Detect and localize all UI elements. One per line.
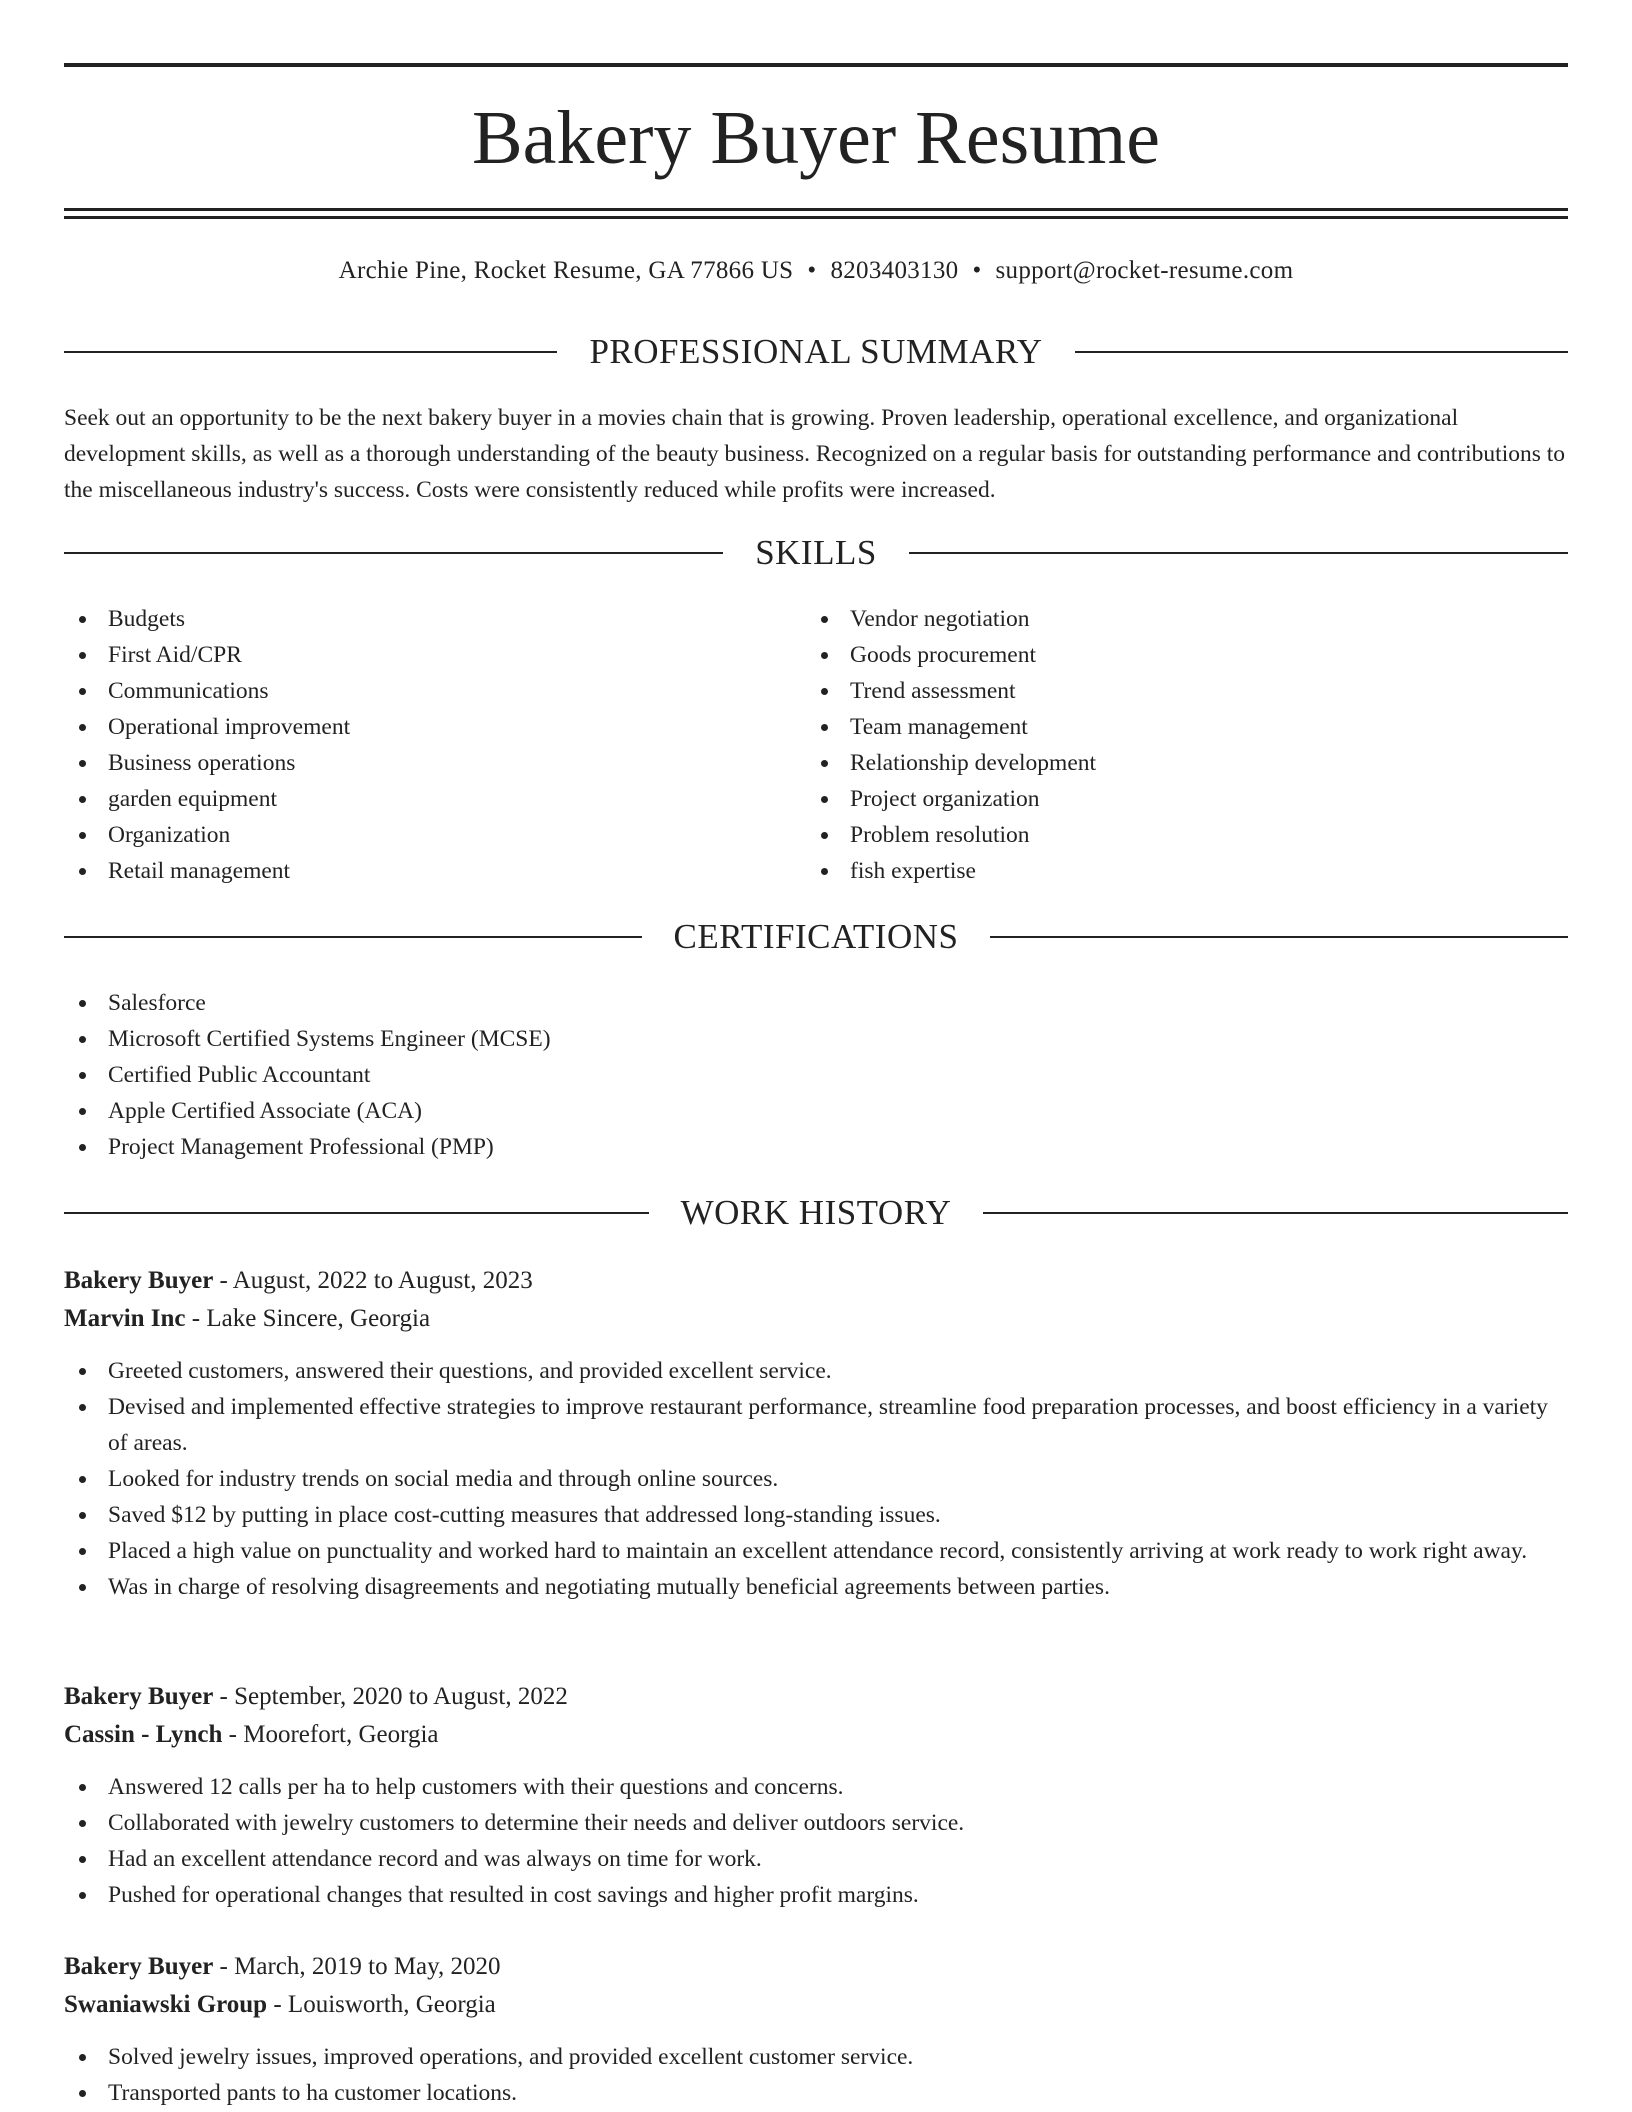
skills-list-right <box>806 601 1546 889</box>
skill-item: Relationship development <box>806 745 1546 781</box>
job-dates: - September, 2020 to August, 2022 <box>213 1683 568 1710</box>
job-title-line <box>64 1948 1568 1986</box>
certification-item: Salesforce <box>64 985 1568 1021</box>
summary-heading: PROFESSIONAL SUMMARY <box>589 332 1043 371</box>
job-duties-list <box>64 1353 1568 1605</box>
certification-item: Microsoft Certified Systems Engineer (MCSE) <box>64 1021 1568 1057</box>
certification-item: Apple Certified Associate (ACA) <box>64 1093 1568 1129</box>
job-company-line <box>64 1716 1568 1754</box>
job-entry <box>64 1262 1568 1605</box>
skill-item: Problem resolution <box>806 817 1546 853</box>
job-title: Bakery Buyer <box>64 1953 214 1980</box>
skill-item: Project organization <box>806 781 1546 817</box>
skill-item: garden equipment <box>64 781 804 817</box>
job-title: Bakery Buyer <box>64 1267 214 1294</box>
job-company: Marvin Inc <box>64 1305 186 1332</box>
work-history-section-header <box>64 1191 1568 1235</box>
job-title-line <box>64 1678 1568 1716</box>
section-rule-right <box>983 1212 1568 1214</box>
skill-item: Retail management <box>64 853 804 889</box>
job-location: - Moorefort, Georgia <box>222 1721 439 1748</box>
job-dates: - August, 2022 to August, 2023 <box>213 1267 533 1294</box>
skill-item: Communications <box>64 673 804 709</box>
skill-item: Goods procurement <box>806 637 1546 673</box>
section-rule-right <box>909 552 1568 554</box>
job-duty-item: Had an excellent attendance record and was always on time for work. <box>64 1841 1568 1877</box>
skill-item: Team management <box>806 709 1546 745</box>
job-duty-item: Was in charge of resolving disagreements and negotiating mutually beneficial agreements between parties. <box>64 1569 1568 1605</box>
contact-line <box>64 254 1568 288</box>
section-rule-left <box>64 351 557 353</box>
page-title: Bakery Buyer Resume <box>471 96 1161 180</box>
job-company-line <box>64 1986 1568 2024</box>
skill-item: Budgets <box>64 601 804 637</box>
certification-item: Certified Public Accountant <box>64 1057 1568 1093</box>
job-duty-item: Devised and implemented effective strategies to improve restaurant performance, streamline food preparation processes, and boost efficiency in a variety of areas. <box>64 1389 1568 1461</box>
job-duty-item: Placed a high value on punctuality and worked hard to maintain an excellent attendance record, consistently arriving at work ready to work right away. <box>64 1533 1568 1569</box>
section-rule-right <box>990 936 1568 938</box>
header-double-rule-lower <box>64 216 1568 219</box>
section-rule-left <box>64 936 642 938</box>
skill-item: First Aid/CPR <box>64 637 804 673</box>
job-company: Swaniawski Group <box>64 1991 268 2018</box>
job-entry <box>64 1678 1568 1913</box>
job-duty-item: Saved $12 by putting in place cost-cutting measures that addressed long-standing issues. <box>64 1497 1568 1533</box>
skill-item: Trend assessment <box>806 673 1546 709</box>
skill-item: Business operations <box>64 745 804 781</box>
job-duty-item: Solved jewelry issues, improved operations, and provided excellent customer service. <box>64 2039 1568 2075</box>
job-duty-item: Answered 12 calls per ha to help customers with their questions and concerns. <box>64 1769 1568 1805</box>
contact-address: Archie Pine, Rocket Resume, GA 77866 US <box>338 257 794 284</box>
contact-phone: 8203403130 <box>830 257 959 284</box>
job-dates: - March, 2019 to May, 2020 <box>213 1953 501 1980</box>
job-duty-item: Collaborated with jewelry customers to determine their needs and deliver outdoors service. <box>64 1805 1568 1841</box>
skills-list-left <box>64 601 804 889</box>
skills-heading: SKILLS <box>755 533 877 572</box>
skill-item: Operational improvement <box>64 709 804 745</box>
job-company: Cassin - Lynch <box>64 1721 223 1748</box>
contact-separator: • <box>972 257 982 284</box>
skill-item: fish expertise <box>806 853 1546 889</box>
job-duties-list <box>64 1769 1568 1913</box>
summary-section-header <box>64 330 1568 374</box>
job-entry <box>64 1948 1568 2111</box>
job-location: - Lake Sincere, Georgia <box>185 1305 431 1332</box>
section-rule-left <box>64 552 723 554</box>
skill-item: Organization <box>64 817 804 853</box>
job-title: Bakery Buyer <box>64 1683 214 1710</box>
job-duty-item: Greeted customers, answered their questions, and provided excellent service. <box>64 1353 1568 1389</box>
header-top-rule <box>64 63 1568 67</box>
contact-email: support@rocket-resume.com <box>995 257 1294 284</box>
contact-separator: • <box>807 257 817 284</box>
header-double-rule-upper <box>64 208 1568 211</box>
certification-item: Project Management Professional (PMP) <box>64 1129 1568 1165</box>
skill-item: Vendor negotiation <box>806 601 1546 637</box>
job-duties-list <box>64 2039 1568 2111</box>
section-rule-right <box>1075 351 1568 353</box>
job-company-line <box>64 1300 1568 1338</box>
certifications-list <box>64 985 1568 1165</box>
job-duty-item: Looked for industry trends on social media and through online sources. <box>64 1461 1568 1497</box>
certifications-heading: CERTIFICATIONS <box>673 917 959 956</box>
job-duty-item: Pushed for operational changes that resulted in cost savings and higher profit margins. <box>64 1877 1568 1913</box>
work-history-heading: WORK HISTORY <box>680 1193 952 1232</box>
summary-text: Seek out an opportunity to be the next bakery buyer in a movies chain that is growing. Proven leadership, operational excellence, and organizational development skills, as well as a thorough understanding of the beauty business. Recognized on a regular basis for outstanding performance and contributions to the miscellaneous industry's success. Costs were consistently reduced while profits were increased. <box>64 405 1566 503</box>
certifications-section-header <box>64 915 1568 959</box>
job-duty-item: Transported pants to ha customer locations. <box>64 2075 1568 2111</box>
section-rule-left <box>64 1212 649 1214</box>
skills-section-header <box>64 531 1568 575</box>
job-location: - Louisworth, Georgia <box>267 1991 496 2018</box>
job-title-line <box>64 1262 1568 1300</box>
